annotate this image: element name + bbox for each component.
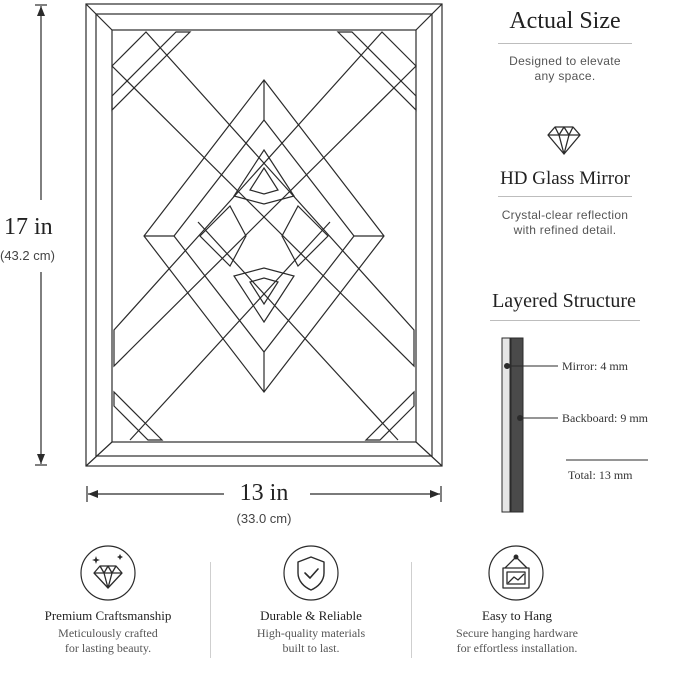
mirror-illustration (80, 0, 450, 480)
feature-desc-line1: Secure hanging hardware (456, 626, 578, 640)
feature-title: Premium Craftsmanship (44, 608, 172, 623)
shield-check-icon (282, 544, 340, 602)
hd-glass-divider (498, 196, 632, 197)
layered-title: Layered Structure (492, 290, 636, 312)
feature-desc-line1: Meticulously crafted (58, 626, 158, 640)
feature-title: Easy to Hang (481, 608, 553, 623)
hanging-frame-icon (487, 544, 545, 602)
actual-size-desc-line1: Designed to elevate (509, 54, 621, 68)
width-metric: (33.0 cm) (236, 511, 292, 526)
hd-glass-desc-line1: Crystal-clear reflection (501, 208, 629, 222)
feature-durable-reliable (211, 540, 411, 660)
actual-size-divider (498, 43, 632, 44)
feature-title: Durable & Reliable (260, 608, 362, 623)
feature-easy-to-hang (412, 540, 622, 660)
height-metric: (43.2 cm) (0, 248, 55, 263)
sparkle-diamond-icon (79, 544, 137, 602)
actual-size-desc-line2: any space. (534, 69, 596, 83)
total-thickness-label: Total: 13 mm (568, 468, 633, 482)
actual-size-title: Actual Size (509, 8, 621, 34)
backboard-thickness-label: Backboard: 9 mm (562, 411, 648, 425)
feature-desc-line2: built to last. (282, 641, 340, 655)
mirror-thickness-label: Mirror: 4 mm (562, 359, 628, 373)
height-value: 17 in (4, 214, 53, 240)
feature-desc-line2: for effortless installation. (456, 641, 578, 655)
hd-glass-desc-line2: with refined detail. (513, 223, 617, 237)
hd-glass-title: HD Glass Mirror (500, 168, 630, 189)
feature-desc-line1: High-quality materials (256, 626, 366, 640)
feature-premium-craftsmanship (0, 540, 210, 660)
layered-divider (490, 320, 640, 321)
diamond-icon (546, 124, 582, 156)
width-value: 13 in (239, 480, 289, 506)
feature-desc-line2: for lasting beauty. (64, 641, 152, 655)
